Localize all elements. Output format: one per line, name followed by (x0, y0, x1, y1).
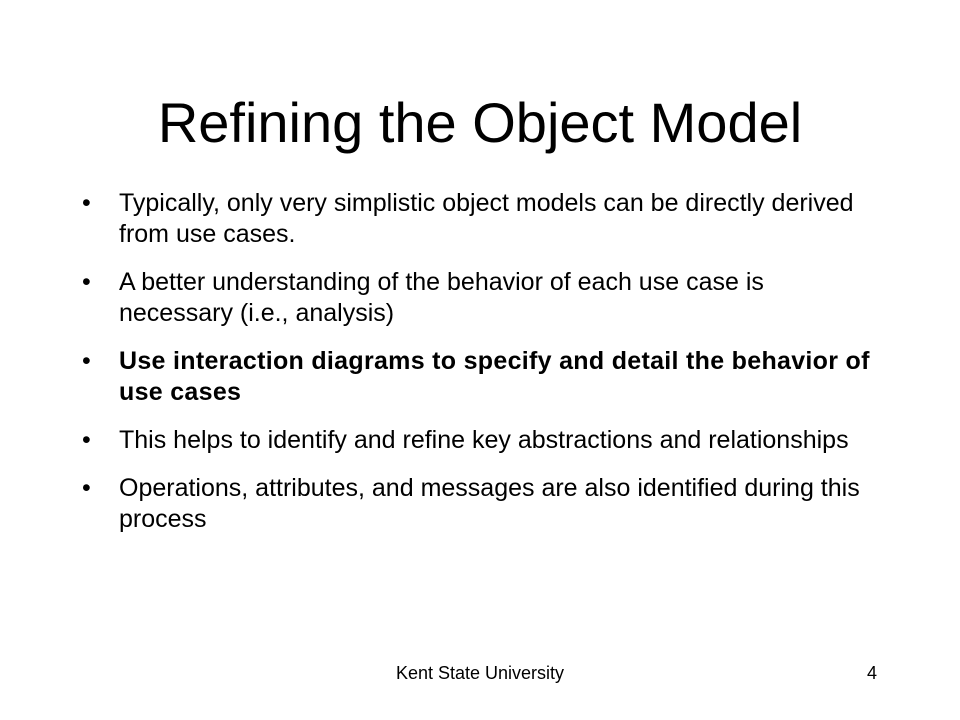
bullet-item (82, 425, 882, 456)
slide-title: Refining the Object Model (157, 91, 803, 154)
bullet-marker: • (82, 474, 91, 502)
bullet-text: Operations, attributes, and messages are also identified during this process (119, 474, 860, 533)
bullet-marker: • (82, 347, 91, 375)
bullet-marker: • (82, 268, 91, 296)
bullet-text: Use interaction diagrams to specify and detail the behavior of use cases (119, 347, 870, 406)
bullet-list (82, 188, 882, 552)
bullet-item-emphasized (82, 346, 882, 408)
page-number: 4 (867, 663, 878, 683)
bullet-marker: • (82, 426, 91, 454)
bullet-item (82, 267, 882, 329)
bullet-text: Typically, only very simplistic object models can be directly derived from use cases. (119, 189, 854, 248)
bullet-marker: • (82, 189, 91, 217)
bullet-text: This helps to identify and refine key abstractions and relationships (119, 426, 849, 454)
bullet-item (82, 473, 882, 535)
bullet-item (82, 188, 882, 250)
footer-text: Kent State University (395, 663, 565, 683)
bullet-text: A better understanding of the behavior of each use case is necessary (i.e., analysis) (119, 268, 764, 327)
